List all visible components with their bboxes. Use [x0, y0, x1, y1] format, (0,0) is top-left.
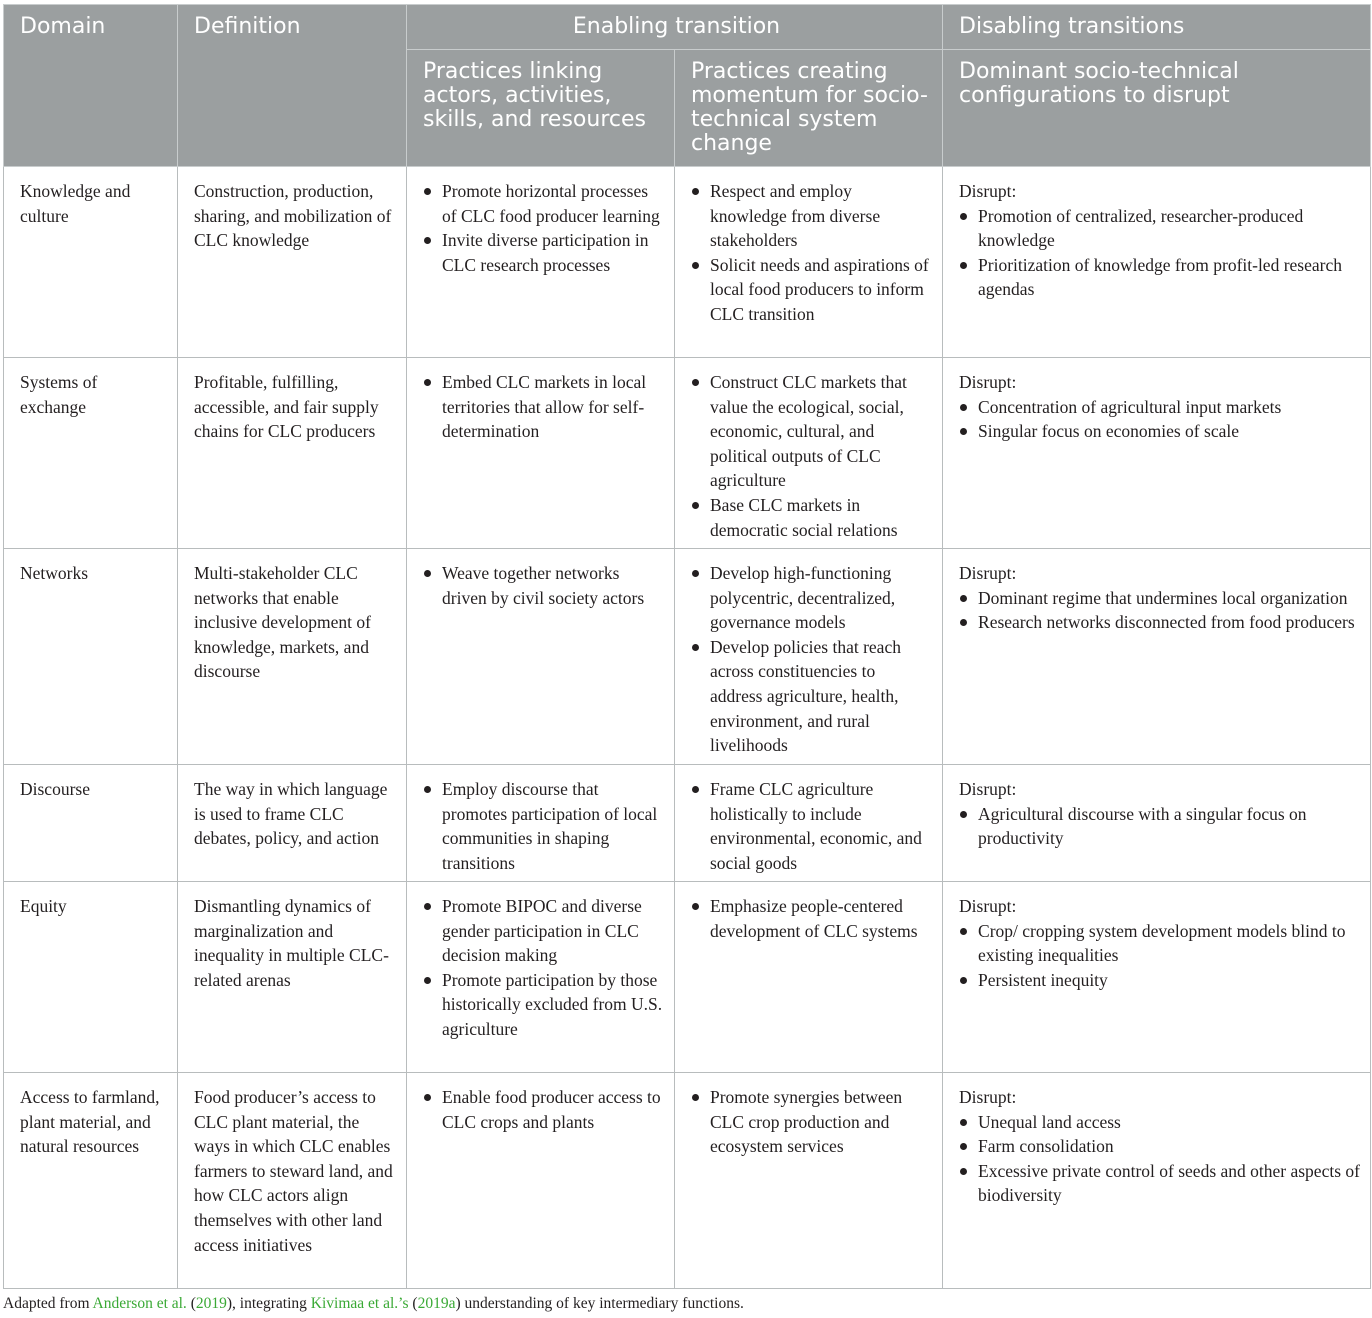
- list-item: Frame CLC agriculture holistically to include environmental, economic, and social goods: [691, 777, 932, 875]
- domain-cell: Discourse: [4, 765, 178, 882]
- linking-cell: [407, 167, 675, 358]
- list-item: Unequal land access: [959, 1110, 1360, 1135]
- definition-cell: Construction, production, sharing, and mobilization of CLC knowledge: [178, 167, 407, 358]
- list-item: Dominant regime that undermines local organization: [959, 586, 1360, 611]
- list-item: Invite diverse participation in CLC research processes: [423, 228, 664, 277]
- linking-cell: [407, 549, 675, 765]
- definition-cell: Food producer’s access to CLC plant material, the ways in which CLC enables farmers to steward land, and how CLC actors align themselves with other land access initiatives: [178, 1073, 407, 1289]
- table-row: [4, 358, 1371, 549]
- list-item: Develop high-functioning polycentric, decentralized, governance models: [691, 561, 932, 635]
- footnote-text: (: [408, 1295, 418, 1312]
- linking-cell: [407, 882, 675, 1073]
- list-item: Base CLC markets in democratic social relations: [691, 493, 932, 542]
- disrupt-cell: [943, 765, 1371, 882]
- disrupt-cell: [943, 882, 1371, 1073]
- table-footnote: [3, 1295, 744, 1313]
- list-item: Research networks disconnected from food producers: [959, 610, 1360, 635]
- list-item: Promote BIPOC and diverse gender participation in CLC decision making: [423, 894, 664, 968]
- header-definition: Definition: [178, 5, 407, 167]
- list-item: Concentration of agricultural input markets: [959, 395, 1360, 420]
- definition-cell: Multi-stakeholder CLC networks that enable inclusive development of knowledge, markets, and discourse: [178, 549, 407, 765]
- header-disrupt: Dominant socio-technical configurations to disrupt: [943, 50, 1371, 167]
- footnote-text: ), integrating: [226, 1295, 311, 1312]
- definition-cell: The way in which language is used to frame CLC debates, policy, and action: [178, 765, 407, 882]
- citation-link-anderson[interactable]: Anderson et al.: [92, 1295, 187, 1312]
- footnote-text: Adapted from: [3, 1295, 93, 1312]
- linking-cell: [407, 1073, 675, 1289]
- table-body: [4, 167, 1371, 1289]
- definition-cell: Profitable, fulfilling, accessible, and fair supply chains for CLC producers: [178, 358, 407, 549]
- header-row-top: [4, 5, 1371, 50]
- list-item: Emphasize people-centered development of CLC systems: [691, 894, 932, 943]
- list-item: Promotion of centralized, researcher-produced knowledge: [959, 204, 1360, 253]
- linking-cell: [407, 358, 675, 549]
- table-row: [4, 765, 1371, 882]
- momentum-cell: [675, 765, 943, 882]
- disrupt-cell: [943, 167, 1371, 358]
- list-item: Promote horizontal processes of CLC food producer learning: [423, 179, 664, 228]
- header-disabling: Disabling transitions: [943, 5, 1371, 50]
- list-item: Prioritization of knowledge from profit-led research agendas: [959, 253, 1360, 302]
- linking-cell: [407, 765, 675, 882]
- table-row: [4, 167, 1371, 358]
- disrupt-label: Disrupt:: [959, 181, 1017, 201]
- disrupt-label: Disrupt:: [959, 372, 1017, 392]
- disrupt-label: Disrupt:: [959, 896, 1017, 916]
- list-item: Develop policies that reach across constituencies to address agriculture, health, environment, and rural livelihoods: [691, 635, 932, 758]
- list-item: Enable food producer access to CLC crops and plants: [423, 1085, 664, 1134]
- header-enabling: Enabling transition: [407, 5, 943, 50]
- list-item: Singular focus on economies of scale: [959, 419, 1360, 444]
- domain-cell: Access to farmland, plant material, and natural resources: [4, 1073, 178, 1289]
- definition-cell: Dismantling dynamics of marginalization and inequality in multiple CLC-related arenas: [178, 882, 407, 1073]
- citation-link-kivimaa-year[interactable]: 2019a: [417, 1295, 456, 1312]
- header-domain: Domain: [4, 5, 178, 167]
- domain-cell: Knowledge and culture: [4, 167, 178, 358]
- list-item: Weave together networks driven by civil society actors: [423, 561, 664, 610]
- disrupt-label: Disrupt:: [959, 1087, 1017, 1107]
- list-item: Farm consolidation: [959, 1134, 1360, 1159]
- disrupt-cell: [943, 549, 1371, 765]
- domain-cell: Systems of exchange: [4, 358, 178, 549]
- momentum-cell: [675, 358, 943, 549]
- disrupt-cell: [943, 358, 1371, 549]
- momentum-cell: [675, 167, 943, 358]
- list-item: Promote participation by those historically excluded from U.S. agriculture: [423, 968, 664, 1042]
- citation-link-kivimaa[interactable]: Kivimaa et al.’s: [310, 1295, 409, 1312]
- table-row: [4, 882, 1371, 1073]
- table-row: [4, 549, 1371, 765]
- citation-link-anderson-year[interactable]: 2019: [195, 1295, 227, 1312]
- domain-cell: Networks: [4, 549, 178, 765]
- list-item: Persistent inequity: [959, 968, 1360, 993]
- header-momentum: Practices creating momentum for socio-technical system change: [675, 50, 943, 167]
- list-item: Agricultural discourse with a singular focus on productivity: [959, 802, 1360, 851]
- momentum-cell: [675, 1073, 943, 1289]
- momentum-cell: [675, 882, 943, 1073]
- disrupt-label: Disrupt:: [959, 779, 1017, 799]
- list-item: Crop/ cropping system development models blind to existing inequalities: [959, 919, 1360, 968]
- footnote-text: ) understanding of key intermediary functions.: [455, 1295, 744, 1312]
- domain-cell: Equity: [4, 882, 178, 1073]
- list-item: Solicit needs and aspirations of local food producers to inform CLC transition: [691, 253, 932, 327]
- disrupt-cell: [943, 1073, 1371, 1289]
- table-row: [4, 1073, 1371, 1289]
- header-linking: Practices linking actors, activities, skills, and resources: [407, 50, 675, 167]
- transition-table: [3, 4, 1371, 1289]
- momentum-cell: [675, 549, 943, 765]
- list-item: Embed CLC markets in local territories that allow for self-determination: [423, 370, 664, 444]
- list-item: Promote synergies between CLC crop production and ecosystem services: [691, 1085, 932, 1159]
- footnote-text: (: [186, 1295, 196, 1312]
- table-header: [4, 5, 1371, 167]
- list-item: Employ discourse that promotes participation of local communities in shaping transitions: [423, 777, 664, 875]
- list-item: Respect and employ knowledge from diverse stakeholders: [691, 179, 932, 253]
- disrupt-label: Disrupt:: [959, 563, 1017, 583]
- list-item: Excessive private control of seeds and other aspects of biodiversity: [959, 1159, 1360, 1208]
- list-item: Construct CLC markets that value the ecological, social, economic, cultural, and political outputs of CLC agriculture: [691, 370, 932, 493]
